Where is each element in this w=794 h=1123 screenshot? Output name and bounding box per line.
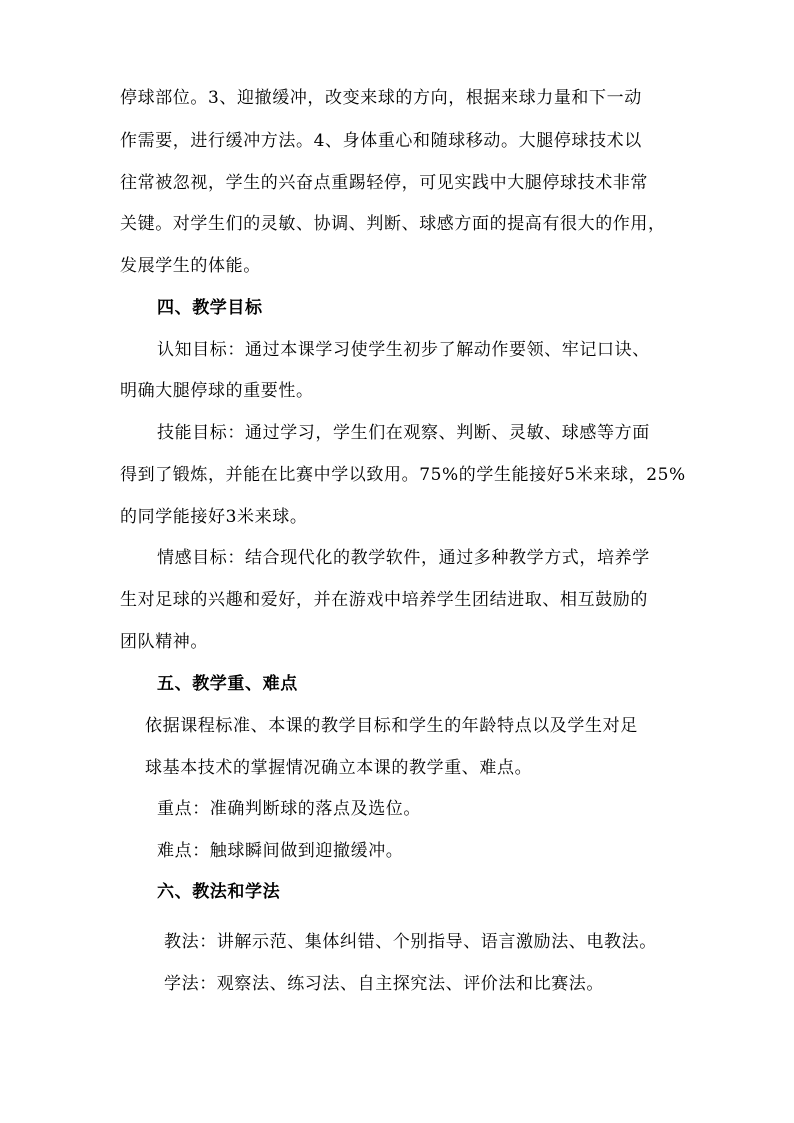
key-point-line: 重点：准确判断球的落点及选位。 [157,799,421,819]
section-heading-key-points: 五、教学重、难点 [157,674,298,694]
paragraph-line: 停球部位。3、迎撤缓冲，改变来球的方向，根据来球力量和下一动 [120,88,642,108]
paragraph-line: 往常被忽视，学生的兴奋点重踢轻停，可见实践中大腿停球技术非常 [120,173,648,193]
skill-objective-line: 技能目标：通过学习，学生们在观察、判断、灵敏、球感等方面 [157,423,650,443]
teaching-method-line: 教法：讲解示范、集体纠错、个别指导、语言激励法、电教法。 [164,932,657,952]
section-heading-methods: 六、教法和学法 [157,882,281,902]
skill-objective-line: 得到了锻炼，并能在比赛中学以致用。75%的学生能接好5米来球，25% [120,465,686,485]
emotion-objective-line: 情感目标：结合现代化的教学软件，通过多种教学方式，培养学 [157,548,650,568]
emotion-objective-line: 生对足球的兴趣和爱好，并在游戏中培养学生团结进取、相互鼓励的 [120,590,648,610]
cognitive-objective-line: 明确大腿停球的重要性。 [120,381,314,401]
cognitive-objective-line: 认知目标：通过本课学习使学生初步了解动作要领、牢记口诀、 [157,340,650,360]
key-points-intro-line: 球基本技术的掌握情况确立本课的教学重、难点。 [145,758,533,778]
key-points-intro-line: 依据课程标准、本课的教学目标和学生的年龄特点以及学生对足 [145,716,638,736]
difficulty-line: 难点：触球瞬间做到迎撤缓冲。 [157,841,404,861]
learning-method-line: 学法：观察法、练习法、自主探究法、评价法和比赛法。 [164,974,604,994]
paragraph-line: 作需要，进行缓冲方法。4、身体重心和随球移动。大腿停球技术以 [120,131,642,151]
paragraph-line: 关键。对学生们的灵敏、协调、判断、球感方面的提高有很大的作用， [120,214,666,234]
emotion-objective-line: 团队精神。 [120,632,208,652]
paragraph-line: 发展学生的体能。 [120,256,261,276]
skill-objective-line: 的同学能接好3米来球。 [120,507,308,527]
section-heading-objectives: 四、教学目标 [157,298,263,318]
